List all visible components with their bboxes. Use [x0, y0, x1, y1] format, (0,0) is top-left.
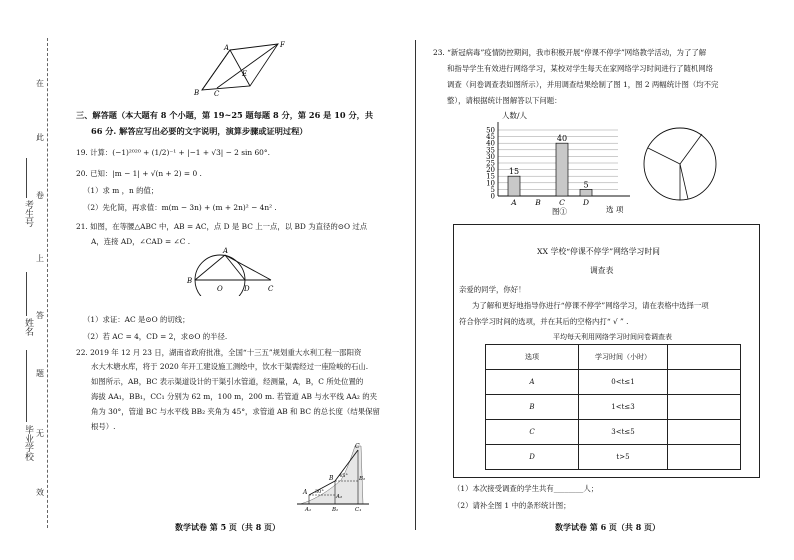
binding-char: 上	[36, 254, 44, 263]
q20-part2: （2）先化简，再求值：m(m − 3n) + (m + 2n)² − 4n² .	[83, 203, 277, 212]
q22-line6: 根号）.	[91, 422, 116, 431]
q22-label-a: A	[303, 489, 308, 496]
q22-label-c: C	[355, 443, 360, 450]
q23-part1: （1）本次接受调查的学生共有________人；	[453, 484, 599, 493]
y-tick-label: 40	[486, 139, 495, 148]
y-tick-label: 35	[486, 146, 495, 155]
y-tick-label: 10	[486, 179, 495, 188]
circle-tangent-figure	[185, 246, 281, 296]
row-c-check-cell[interactable]	[668, 420, 741, 445]
name-label: 姓名	[23, 318, 33, 336]
row-b-check-cell[interactable]	[668, 395, 741, 420]
x-tick-label: A	[511, 198, 517, 207]
q21-part2: （2）若 AC = 4，CD = 2，求⊙O 的半径.	[83, 332, 228, 341]
footer-right: 数学试卷 第 6 页（共 8 页）	[555, 522, 661, 532]
y-tick-label: 45	[486, 133, 495, 142]
row-a-option: A	[486, 370, 579, 395]
y-tick-label: 30	[486, 152, 495, 161]
bar-chart-caption: 图①	[552, 207, 567, 216]
footer-left: 数学试卷 第 5 页（共 8 页）	[175, 522, 281, 532]
binding-char: 无	[36, 429, 44, 438]
row-a-check-cell[interactable]	[668, 370, 741, 395]
q23-line1: 23. “新冠病毒”疫情防控期间，我市积极开展“停课不停学”网络教学活动，为了了解	[433, 48, 707, 57]
survey-table	[485, 344, 741, 470]
binding-line	[47, 38, 48, 528]
q20-part1: （1）求 m ，n 的值；	[83, 186, 159, 195]
header-time: 学习时间（小时）	[579, 345, 668, 370]
survey-subtitle: 调查表	[590, 266, 614, 275]
fig-label-b: B	[194, 89, 200, 96]
binding-char: 此	[36, 133, 44, 142]
table-row	[486, 395, 741, 420]
row-d-time: t>5	[579, 445, 668, 470]
row-c-time: 3<t≤5	[579, 420, 668, 445]
x-tick-label: B	[535, 198, 541, 207]
y-tick-label: 25	[486, 159, 495, 168]
exam-no-label: 考生号	[23, 200, 33, 227]
q22-label-b1: B₁	[332, 507, 339, 512]
q22-label-b2: B₂	[359, 476, 366, 482]
table-row	[486, 445, 741, 470]
bar-value-label: 40	[556, 134, 568, 144]
row-c-option: C	[486, 420, 579, 445]
fig-label-c: C	[214, 90, 220, 96]
q19: 19. 计算：(−1)²⁰²⁰ + (1/2)⁻¹ + |−1 + √3| − 2 sin 60°.	[76, 148, 270, 157]
table-row	[486, 370, 741, 395]
x-tick-label: D	[582, 198, 590, 207]
pie-chart	[642, 122, 722, 218]
q21-label-a: A	[223, 247, 229, 255]
parallelogram-figure	[190, 40, 290, 96]
binding-char: 卷	[36, 191, 44, 200]
q23-line3: 调查（问卷调查表如图所示），并用调查结果绘制了图 1，图 2 两幅统计图（均不完	[447, 80, 719, 89]
q21-label-o: O	[217, 285, 223, 293]
bar-value-label: 15	[508, 167, 520, 177]
survey-greeting: 亲爱的同学，你好！	[459, 285, 526, 294]
bar-chart	[468, 108, 638, 218]
survey-table-title: 平均每天利用网络学习时间问卷调查表	[553, 333, 672, 341]
q22-line5: 角为 30°，管道 BC 与水平线 BB₂ 夹角为 45°，求管道 AB 和 BC 的总长度（结果保留	[91, 407, 380, 416]
bar	[580, 189, 592, 196]
binding-char: 效	[36, 488, 44, 497]
fig-label-f: F	[280, 41, 285, 49]
q22-angle-30: 30°	[315, 489, 324, 495]
y-tick-label: 5	[490, 185, 495, 194]
row-d-check-cell[interactable]	[668, 445, 741, 470]
bar-value-label: 5	[583, 180, 589, 190]
mountain-pipe-figure	[295, 440, 375, 512]
bar	[556, 143, 568, 196]
y-tick-label: 50	[486, 126, 495, 135]
row-b-option: B	[486, 395, 579, 420]
bar	[508, 176, 520, 196]
row-a-time: 0<t≤1	[579, 370, 668, 395]
binding-char: 在	[36, 79, 44, 88]
survey-body-1: 为了解和更好地指导你进行“停课不停学”网络学习，请在表格中选择一项	[472, 301, 709, 310]
q21-label-c: C	[268, 285, 274, 293]
y-axis-label: 人数/人	[502, 111, 528, 120]
pie-divider-2	[680, 134, 702, 164]
binding-char: 答	[36, 311, 44, 320]
x-tick-label: C	[559, 198, 565, 207]
binding-char: 题	[36, 369, 44, 378]
survey-body-2: 符合你学习时间的选项，并在其后的空格内打“ √ ” .	[459, 317, 629, 326]
q22-label-c1: C₁	[355, 507, 362, 512]
school-label: 毕业学校	[23, 425, 33, 461]
q22-angle-45: 45°	[339, 473, 348, 479]
q22-line3: 如图所示，AB，BC 表示渠道设计的干渠引水管道，经测量，A，B，C 所处位置的	[91, 377, 364, 386]
fig-label-a: A	[224, 44, 230, 52]
q23-line4: 整），请根据统计图解答以下问题：	[447, 96, 562, 105]
q23-part2: （2）请补全图 1 中的条形统计图；	[453, 501, 571, 510]
q20-stem: 20. 已知：|m − 1| + √(n + 2) = 0 .	[76, 169, 202, 178]
q21-part1: （1）求证：AC 是⊙O 的切线；	[83, 315, 190, 324]
y-tick-label: 20	[486, 166, 495, 175]
row-b-time: 1<t≤3	[579, 395, 668, 420]
page-divider	[415, 40, 416, 530]
header-check	[668, 345, 741, 370]
q22-label-a1: A₁	[305, 507, 312, 512]
q21-line2: A，连接 AD，∠CAD = ∠C .	[91, 237, 191, 246]
q21-label-d: D	[244, 285, 250, 293]
pie-divider-3	[680, 164, 688, 199]
school-line	[26, 350, 27, 422]
y-tick-label: 0	[490, 192, 495, 201]
row-d-option: D	[486, 445, 579, 470]
q22-label-a2: A₂	[336, 494, 343, 500]
table-header-row	[486, 345, 741, 370]
x-axis-label: 选 项	[606, 205, 624, 214]
header-option: 选项	[486, 345, 579, 370]
section3-line1: 三、解答题（本大题有 8 个小题，第 19~25 题每题 8 分，第 26 是 10 分，共	[76, 110, 374, 120]
section3-line2: 66 分. 解答应写出必要的文字说明，演算步骤或证明过程）	[91, 126, 308, 136]
q22-line1: 22. 2019 年 12 月 23 日，湖南省政府批准，全国“十三五”规划重大水利工程一邵阳资	[76, 348, 362, 357]
q22-line2: 水大木塘水库，将于 2020 年开工建设施工测绘中，饮水干渠需经过一座险峻的石山.	[91, 362, 369, 371]
name-line	[26, 272, 27, 316]
survey-title: XX 学校“停课不停学”网络学习时间	[537, 247, 660, 256]
exam-no-line	[26, 158, 27, 198]
q21-line1: 21. 如图，在等腰△ABC 中，AB = AC，点 D 是 BC 上一点，以 BD 为直径的⊙O 过点	[76, 222, 368, 231]
q23-line2: 和指导学生有效进行网络学习，某校对学生每天在家网络学习时间进行了随机网络	[447, 64, 714, 73]
pie-divider-1	[648, 148, 680, 164]
q22-label-b: B	[329, 475, 334, 482]
table-row	[486, 420, 741, 445]
y-tick-label: 15	[486, 172, 495, 181]
q21-label-b: B	[187, 277, 193, 285]
fig-label-e: E	[242, 70, 248, 78]
q22-line4: 海拔 AA₁，BB₁，CC₁ 分别为 62 m，100 m，200 m. 若管道 AB 与水平线 AA₂ 的夹	[91, 392, 378, 401]
